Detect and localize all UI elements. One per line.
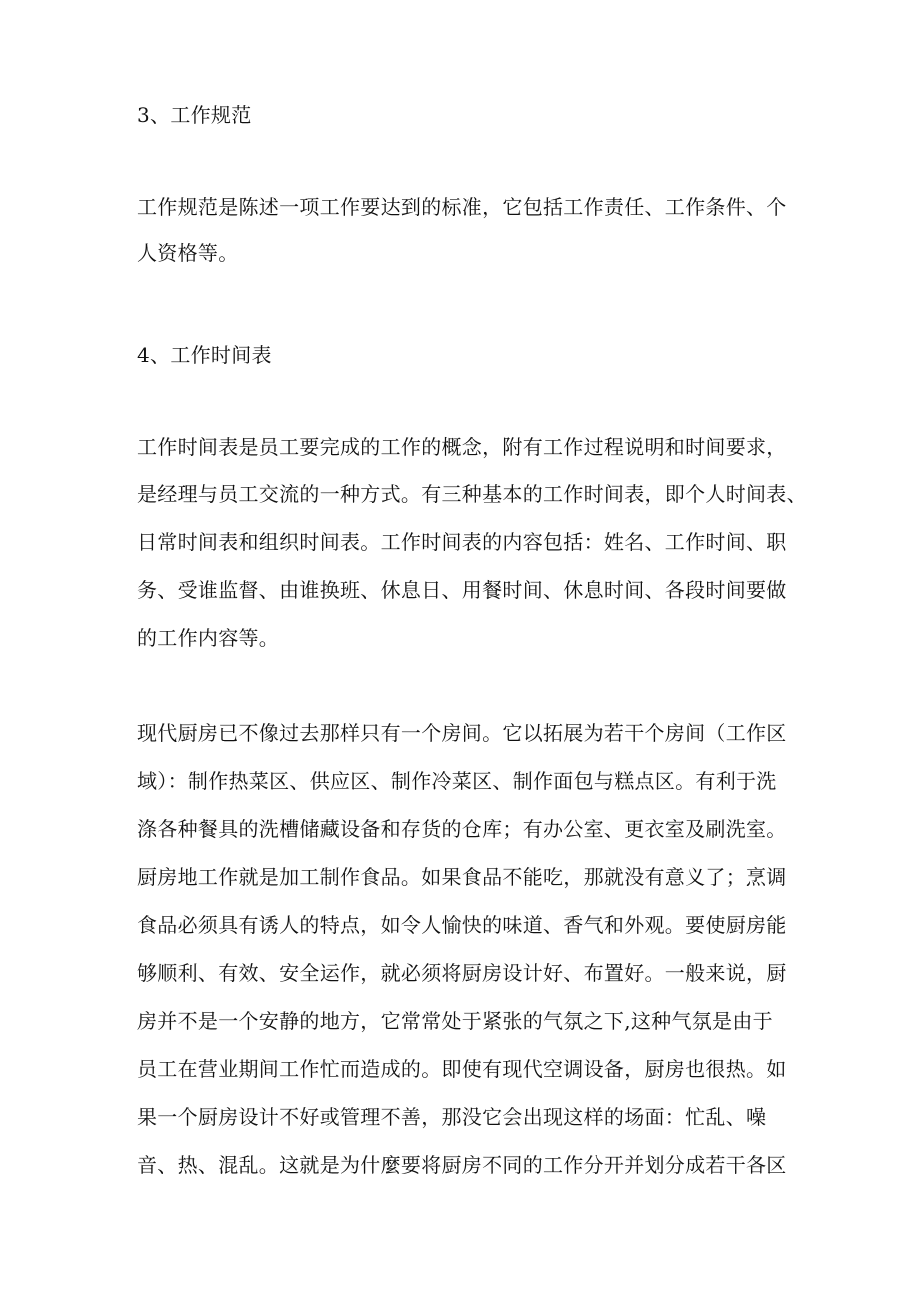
paragraph-line: 食品必须具有诱人的特点，如令人愉快的味道、香气和外观。要使厨房能 (137, 913, 787, 937)
paragraph-line: 人资格等。 (137, 241, 239, 265)
paragraph-line: 工作时间表是员工要完成的工作的概念，附有工作过程说明和时间要求， (137, 435, 787, 459)
paragraph-line: 日常时间表和组织时间表。工作时间表的内容包括：姓名、工作时间、职 (137, 530, 787, 554)
paragraph-line: 音、热、混乱。这就是为什麼要将厨房不同的工作分开并划分成若干各区 (137, 1153, 787, 1177)
paragraph-line: 果一个厨房设计不好或管理不善，那没它会出现这样的场面：忙乱、噪 (137, 1105, 767, 1129)
paragraph-line: 务、受谁监督、由谁换班、休息日、用餐时间、休息时间、各段时间要做 (137, 578, 787, 602)
paragraph-line: 域）：制作热菜区、供应区、制作冷菜区、制作面包与糕点区。有利于洗 (137, 769, 777, 793)
paragraph-line: 员工在营业期间工作忙而造成的。即使有现代空调设备，厨房也很热。如 (137, 1057, 787, 1081)
paragraph-line: 房并不是一个安静的地方，它常常处于紧张的气氛之下,这种气氛是由于 (137, 1009, 773, 1033)
paragraph-line: 厨房地工作就是加工制作食品。如果食品不能吃，那就没有意义了；烹调 (137, 865, 787, 889)
paragraph-line: 够顺利、有效、安全运作，就必须将厨房设计好、布置好。一般来说，厨 (137, 961, 787, 985)
paragraph-line: 的工作内容等。 (137, 626, 280, 650)
paragraph-line: 是经理与员工交流的一种方式。有三种基本的工作时间表，即个人时间表、 (137, 482, 807, 506)
section-3-heading: 3、工作规范 (137, 103, 252, 127)
paragraph-line: 工作规范是陈述一项工作要达到的标准，它包括工作责任、工作条件、个 (137, 195, 787, 219)
section-4-heading: 4、工作时间表 (137, 343, 272, 367)
paragraph-line: 现代厨房已不像过去那样只有一个房间。它以拓展为若干个房间（工作区 (137, 721, 787, 745)
paragraph-line: 涤各种餐具的洗槽储藏设备和存货的仓库；有办公室、更衣室及刷洗室。 (137, 817, 787, 841)
